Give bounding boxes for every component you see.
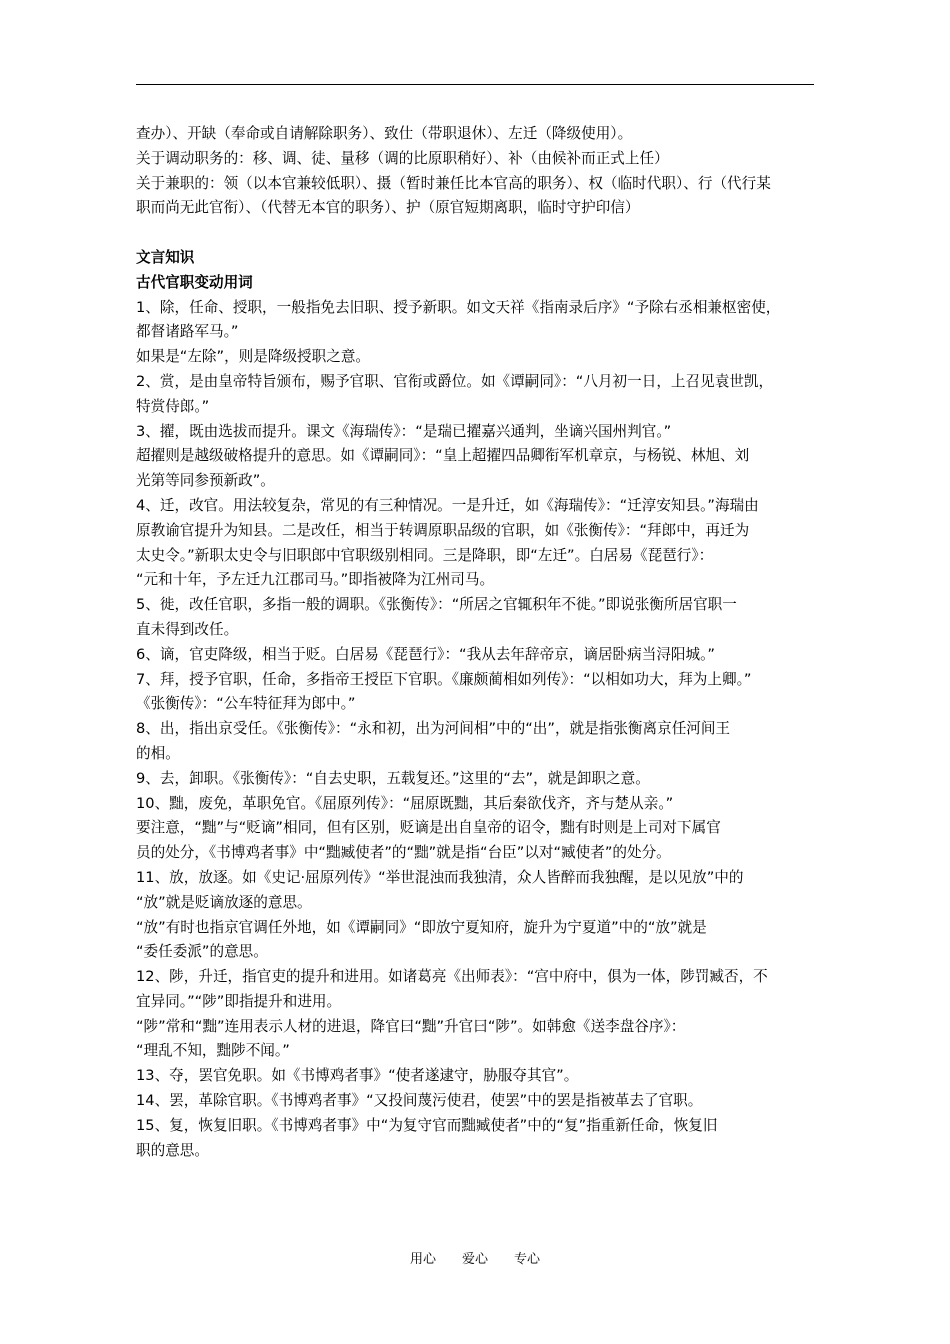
subsection-title: 古代官职变动用词	[136, 273, 253, 291]
text-line: 1、除，任命、授职，一般指免去旧职、授予新职。如文天祥《指南录后序》“予除右丞相兼枢密使，	[136, 298, 781, 316]
text-line: 要注意，“黜”与“贬谪”相同，但有区别，贬谪是出自皇帝的诏令，黜有时则是上司对下属官	[136, 819, 721, 837]
text-line: 9、去，卸职。《张衡传》：“自去史职，五载复还。”这里的“去”，就是卸职之意。	[136, 769, 650, 787]
text-line: 10、黜，废免，革职免官。《屈原列传》：“屈原既黜，其后秦欲伐齐，齐与楚从亲。”	[136, 794, 674, 812]
text-line: 查办）、开缺（奉命或自请解除职务）、致仕（带职退休）、左迁（降级使用）。	[136, 125, 633, 142]
text-line: 8、出，指出京受任。《张衡传》：“永和初，出为河间相”中的“出”，就是指张衡离京任河间王	[136, 720, 731, 738]
header-rule	[136, 84, 814, 85]
text-line: 2、赏，是由皇帝特旨颁布，赐予官职、官衔或爵位。如《谭嗣同》：“八月初一日，上召见袁世凯，	[136, 372, 774, 390]
section-gap	[136, 221, 826, 246]
text-line: 3、擢，既由选拔而提升。课文《海瑞传》：“是瑞已擢嘉兴通判，坐谪兴国州判官。”	[136, 422, 672, 440]
text-line: 原教谕官提升为知县。二是改任，相当于转调原职品级的官职，如《张衡传》：“拜郎中，再迁为	[136, 521, 750, 539]
text-line: 4、迁，改官。用法较复杂，常见的有三种情况。一是升迁，如《海瑞传》：“迁淳安知县。”海瑞由	[136, 496, 759, 514]
text-line: 6、谪，官吏降级，相当于贬。白居易《琵琶行》：“我从去年辞帝京，谪居卧病当浔阳城。”	[136, 645, 715, 663]
text-line: 职而尚无此官衔）、（代替无本官的职务）、护（原官短期离职，临时守护印信）	[136, 199, 640, 217]
text-line: “放”就是贬谪放逐的意思。	[136, 893, 312, 911]
text-line: 11、放，放逐。如《史记·屈原列传》“举世混浊而我独清，众人皆醉而我独醒，是以见放”中的	[136, 868, 744, 886]
text-line: 特赏侍郎。”	[136, 397, 210, 415]
text-line: 超擢则是越级破格提升的意思。如《谭嗣同》：“皇上超擢四品卿衔军机章京，与杨锐、林旭、刘	[136, 447, 750, 465]
text-line: 5、徙，改任官职，多指一般的调职。《张衡传》：“所居之官辄积年不徙。”即说张衡所居官职一	[136, 596, 737, 614]
text-line: 的相。	[136, 744, 180, 762]
document-body	[136, 122, 826, 1163]
text-line: 职的意思。	[136, 1141, 209, 1159]
text-line: 13、夺，罢官免职。如《书博鸡者事》“使者遂逮守，胁服夺其官”。	[136, 1067, 579, 1085]
text-line: 直未得到改任。	[136, 620, 239, 638]
section-title: 文言知识	[136, 248, 195, 266]
text-line: 关于兼职的：领（以本官兼较低职）、摄（暂时兼任比本官高的职务）、权（临时代职）、行（代行某	[136, 174, 771, 192]
text-line: 14、罢，革除官职。《书博鸡者事》“又投间蔑污使君，使罢”中的罢是指被革去了官职。	[136, 1092, 703, 1110]
text-line: “理乱不知，黜陟不闻。”	[136, 1042, 290, 1060]
text-line: 都督诸路军马。”	[136, 323, 239, 341]
text-line: “放”有时也指京官调任外地，如《谭嗣同》“即放宁夏知府，旋升为宁夏道”中的“放”就是	[136, 918, 707, 936]
page-footer: 用心 爱心 专心	[409, 1252, 540, 1267]
body-paragraphs	[136, 296, 826, 1164]
text-line: 宜异同。”“陟”即指提升和进用。	[136, 992, 342, 1010]
text-line: “陟”常和“黜”连用表示人材的进退，降官曰“黜”升官曰“陟”。如韩愈《送李盘谷序》：	[136, 1017, 686, 1035]
text-line: 15、复，恢复旧职。《书博鸡者事》中“为复守官而黜臧使者”中的“复”指重新任命，恢复旧	[136, 1116, 718, 1134]
text-line: 12、陟，升迁，指官吏的提升和进用。如诸葛亮《出师表》：“宫中府中，俱为一体，陟罚臧否，不	[136, 968, 768, 986]
text-line: 员的处分，《书博鸡者事》中“黜臧使者”的“黜”就是指“台臣”以对“臧使者”的处分。	[136, 844, 671, 862]
text-line: 如果是“左除”，则是降级授职之意。	[136, 348, 371, 366]
text-line: 7、拜，授予官职，任命，多指帝王授臣下官职。《廉颇蔺相如列传》：“以相如功大，拜为上卿。”	[136, 670, 752, 688]
text-line: 光第等同参预新政”。	[136, 472, 275, 490]
text-line: “委任委派”的意思。	[136, 943, 268, 961]
text-line: 太史令。”新职太史令与旧职郎中官职级别相同。三是降职，即“左迁”。白居易《琵琶行》：	[136, 546, 714, 564]
intro-paragraph	[136, 122, 826, 221]
text-line: “元和十年，予左迁九江郡司马。”即指被降为江州司马。	[136, 571, 495, 589]
text-line: 《张衡传》：“公车特征拜为郎中。”	[136, 695, 356, 713]
text-line: 关于调动职务的：移、调、徒、量移（调的比原职稍好）、补（由候补而正式上任）	[136, 149, 669, 167]
